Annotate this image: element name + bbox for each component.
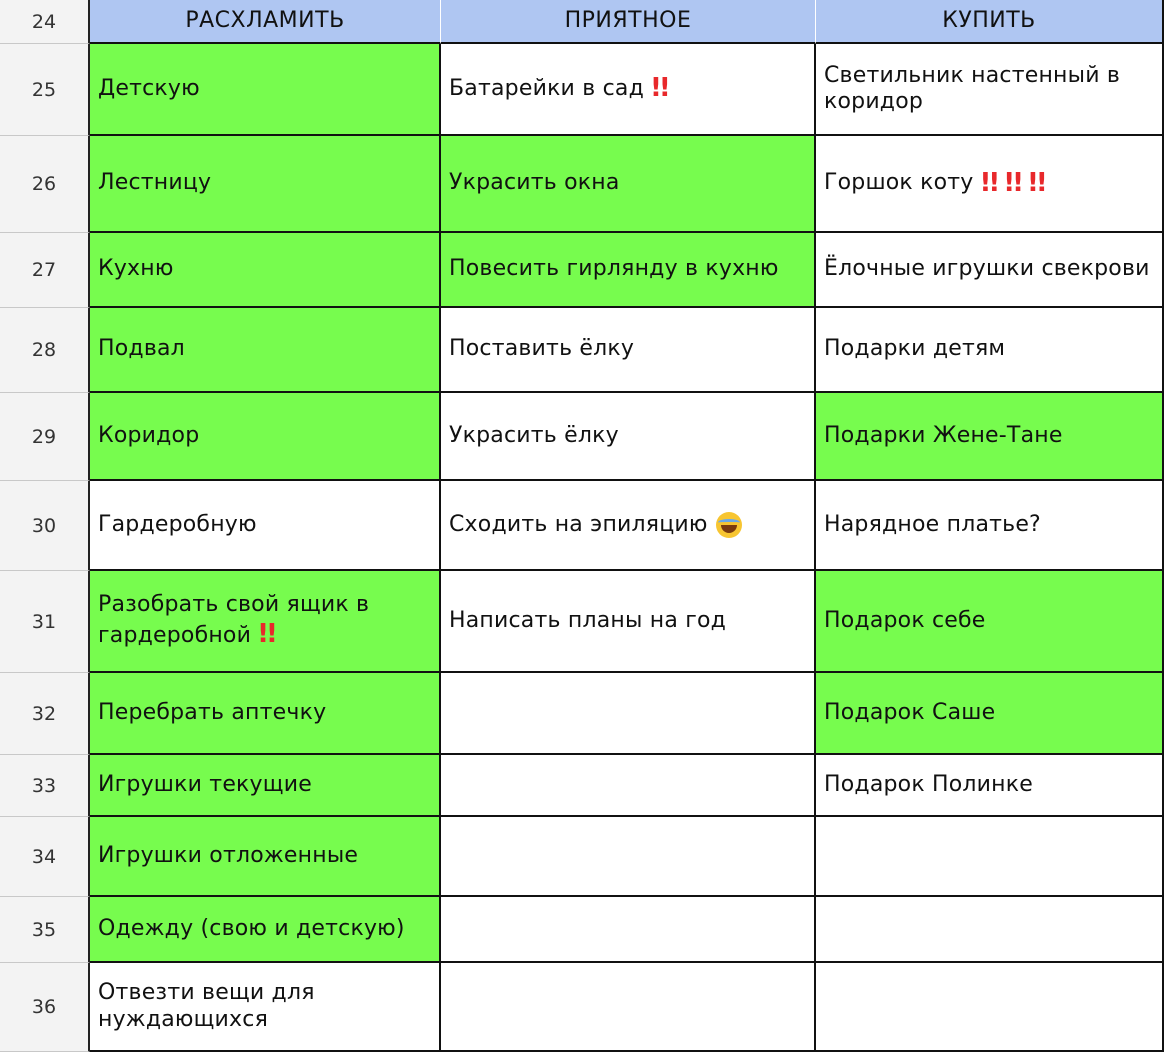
cell-text: Сходить на эпиляцию: [449, 511, 708, 537]
cell-c2-27[interactable]: [441, 233, 816, 308]
cell-text: Горшок коту: [824, 170, 974, 196]
cell-text: Подарки Жене-Тане: [824, 422, 1063, 448]
cell-c3-28[interactable]: [816, 308, 1164, 393]
row-header-30[interactable]: 30: [0, 481, 90, 571]
row-header-24[interactable]: 24: [0, 0, 90, 44]
cell-c1-26[interactable]: [90, 136, 441, 233]
cell-text: Украсить ёлку: [449, 422, 619, 448]
column-header-rashlamit[interactable]: РАСХЛАМИТЬ: [90, 0, 441, 44]
cell-c1-34[interactable]: [90, 817, 441, 897]
cell-c3-31[interactable]: [816, 571, 1164, 673]
cell-c1-33[interactable]: [90, 755, 441, 817]
row-header-35[interactable]: 35: [0, 897, 90, 963]
cell-c3-36[interactable]: [816, 963, 1164, 1052]
double-exclamation-icon: !! !! !!: [979, 167, 1045, 198]
cell-text: Коридор: [98, 422, 200, 448]
cell-text: [98, 592, 431, 650]
cell-c2-25[interactable]: [441, 44, 816, 136]
cell-c2-33[interactable]: [441, 755, 816, 817]
double-exclamation-icon: !!: [257, 618, 275, 649]
cell-c1-27[interactable]: [90, 233, 441, 308]
cell-text: Лестницу: [98, 170, 212, 196]
laughing-face-icon: [716, 512, 742, 538]
cell-text: Написать планы на год: [449, 607, 727, 633]
cell-c1-25[interactable]: [90, 44, 441, 136]
cell-c3-29[interactable]: [816, 393, 1164, 481]
cell-text: Перебрать аптечку: [98, 699, 327, 725]
cell-c3-32[interactable]: [816, 673, 1164, 755]
cell-text: Светильник настенный в коридор: [824, 62, 1121, 114]
cell-c1-36[interactable]: [90, 963, 441, 1052]
cell-text: Одежду (свою и детскую): [98, 915, 405, 941]
cell-c1-30[interactable]: [90, 481, 441, 571]
cell-text: Подарки детям: [824, 336, 1006, 362]
cell-text: Гардеробную: [98, 511, 257, 537]
cell-text: Детскую: [98, 75, 200, 101]
cell-c2-35[interactable]: [441, 897, 816, 963]
cell-text: Подарок Полинке: [824, 771, 1033, 797]
cell-text-main: Разобрать свой ящик в гардеробной: [98, 592, 370, 648]
cell-c1-32[interactable]: [90, 673, 441, 755]
row-header-32[interactable]: 32: [0, 673, 90, 755]
cell-text: Подарок Саше: [824, 699, 996, 725]
row-header-36[interactable]: 36: [0, 963, 90, 1052]
cell-c2-30[interactable]: [441, 481, 816, 571]
cell-text: Подвал: [98, 336, 185, 362]
cell-text: Игрушки текущие: [98, 771, 312, 797]
cell-c2-36[interactable]: [441, 963, 816, 1052]
cell-c1-29[interactable]: [90, 393, 441, 481]
cell-c3-34[interactable]: [816, 817, 1164, 897]
cell-c3-25[interactable]: [816, 44, 1164, 136]
cell-text: Поставить ёлку: [449, 336, 635, 362]
cell-c2-28[interactable]: [441, 308, 816, 393]
cell-c1-31[interactable]: [90, 571, 441, 673]
cell-text: Игрушки отложенные: [98, 842, 359, 868]
cell-c2-26[interactable]: [441, 136, 816, 233]
cell-c2-31[interactable]: [441, 571, 816, 673]
double-exclamation-icon: !!: [650, 73, 668, 104]
cell-text: Батарейки в сад: [449, 75, 644, 101]
cell-text: Украсить окна: [449, 170, 620, 196]
cell-c3-26[interactable]: [816, 136, 1164, 233]
cell-text: Подарок себе: [824, 607, 986, 633]
cell-c3-27[interactable]: [816, 233, 1164, 308]
cell-c3-30[interactable]: [816, 481, 1164, 571]
column-header-priyatnoe[interactable]: ПРИЯТНОЕ: [441, 0, 816, 44]
row-header-25[interactable]: 25: [0, 44, 90, 136]
row-header-31[interactable]: 31: [0, 571, 90, 673]
cell-c2-32[interactable]: [441, 673, 816, 755]
cell-c1-35[interactable]: [90, 897, 441, 963]
cell-c1-28[interactable]: [90, 308, 441, 393]
cell-text: Нарядное платье?: [824, 511, 1041, 537]
row-header-27[interactable]: 27: [0, 233, 90, 308]
cell-c2-29[interactable]: [441, 393, 816, 481]
row-header-34[interactable]: 34: [0, 817, 90, 897]
cell-text: Повесить гирлянду в кухню: [449, 256, 779, 282]
row-header-33[interactable]: 33: [0, 755, 90, 817]
row-header-28[interactable]: 28: [0, 308, 90, 393]
cell-text: Отвезти вещи для нуждающихся: [98, 980, 315, 1032]
cell-text: Кухню: [98, 256, 174, 282]
row-header-26[interactable]: 26: [0, 136, 90, 233]
cell-c3-33[interactable]: [816, 755, 1164, 817]
cell-c2-34[interactable]: [441, 817, 816, 897]
column-header-kupit[interactable]: КУПИТЬ: [816, 0, 1164, 44]
cell-text: Ёлочные игрушки свекрови: [824, 256, 1150, 282]
cell-c3-35[interactable]: [816, 897, 1164, 963]
row-header-29[interactable]: 29: [0, 393, 90, 481]
